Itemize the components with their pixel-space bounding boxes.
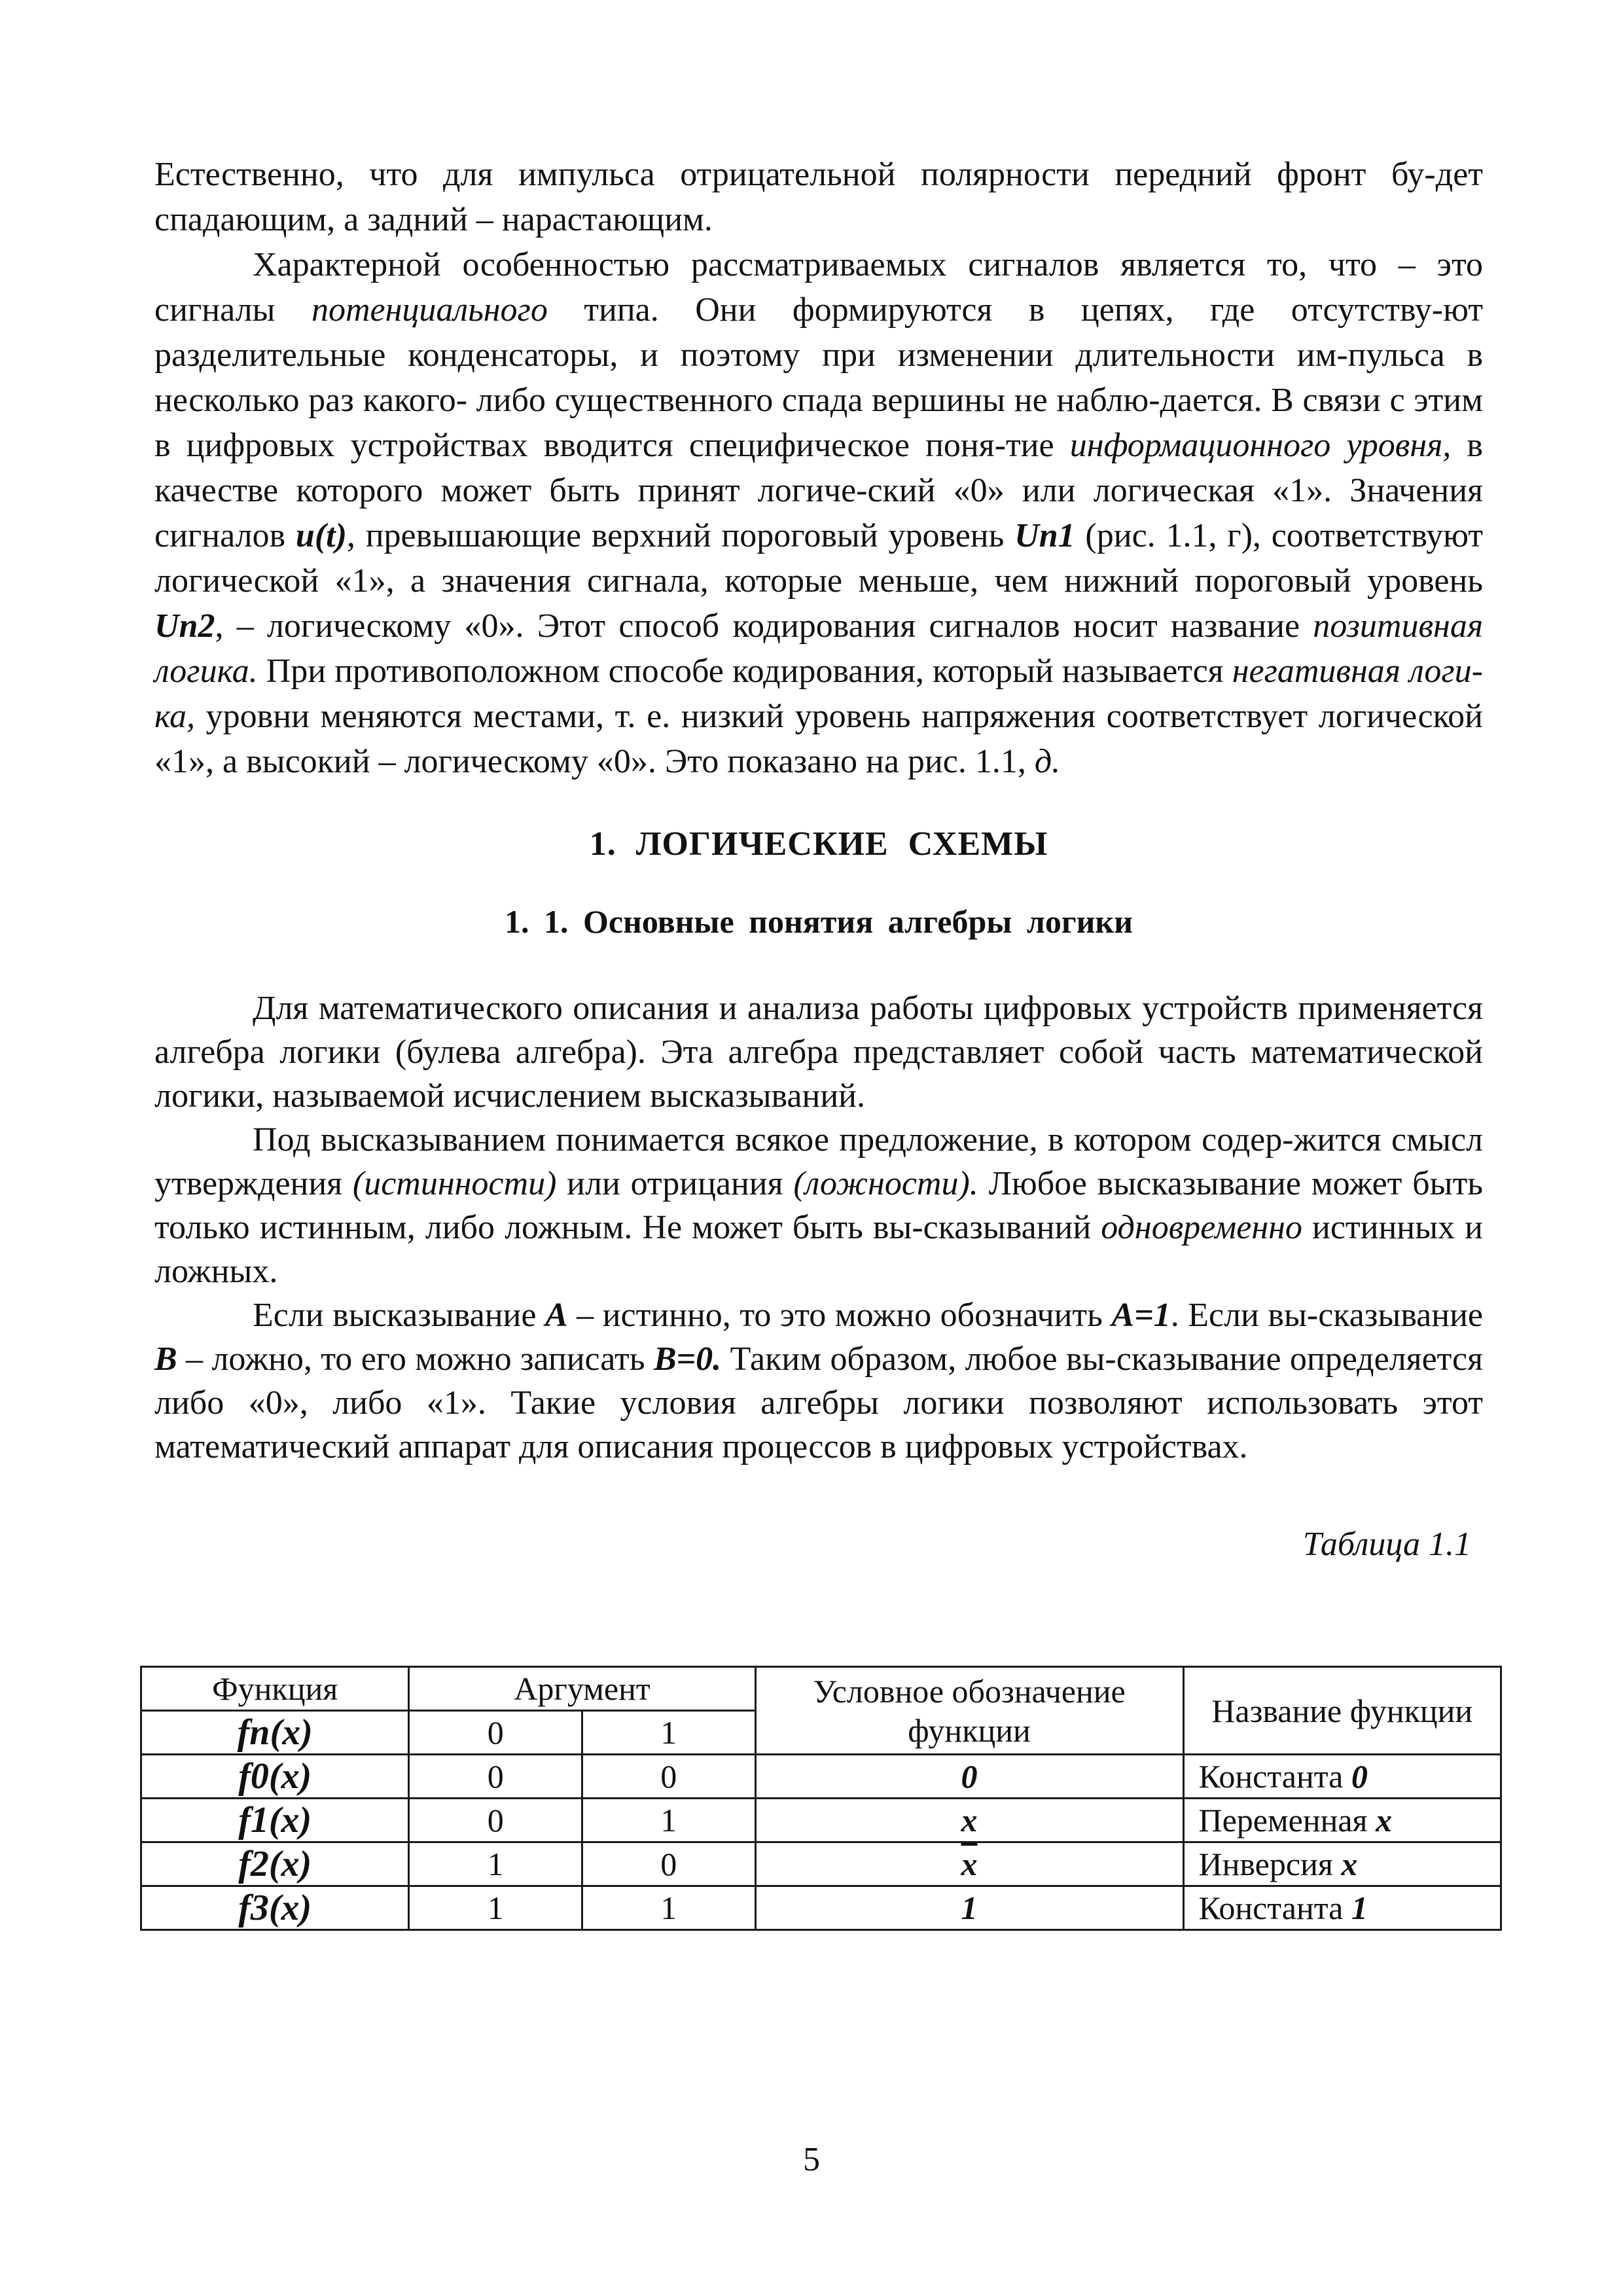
row-function: f2(x): [141, 1842, 409, 1886]
paragraph-signal-levels: Характерной особенностью рассматриваемых сигналов является то, что – это сигналы потенциального типа. Они формируются в цепях, где отсутству-ют разделительные конденсаторы, и поэтому при изменении длительности им-пульса в несколько раз какого- либо существенного спада вершины не наблю-дается. В связи с этим в цифровых устройствах вводится специфическое поня-тие информационного уровня, в качестве которого может быть принят логиче-ский «0» или логическая «1». Значения сигналов u(t), превышающие верхний пороговый уровень Uп1 (рис. 1.1, г), соответствуют логической «1», а значения сигнала, которые меньше, чем нижний пороговый уровень Uп2, – логическому «0». Этот способ кодирования сигналов носит название позитивная логика. При противоположном способе кодирования, который называется негативная логи-ка, уровни меняются местами, т. е. низкий уровень напряжения соответствует логической «1», а высокий – логическому «0». Это показано на рис. 1.1, д.: [154, 246, 1483, 780]
row-designation: $\overline{x}$: [755, 1842, 1183, 1886]
row-designation: 0: [755, 1755, 1183, 1799]
row-arg-1: 1: [582, 1799, 755, 1842]
document-body: [154, 152, 1483, 1564]
chapter-heading: 1. ЛОГИЧЕСКИЕ СХЕМЫ: [589, 825, 1048, 863]
row-arg-0: 1: [409, 1886, 582, 1930]
table-row: [141, 1755, 1501, 1799]
table-row: [141, 1799, 1501, 1842]
row-name: Константа 1: [1183, 1886, 1501, 1930]
row-function: f1(x): [141, 1799, 409, 1842]
paragraph-true-false: Если высказывание A – истинно, то это можно обозначить A=1. Если вы-сказывание B – ложно, то его можно записать B=0. Таким образом, любое вы-сказывание определяется либо «0», либо «1». Такие условия алгебры логики позволяют использовать этот математический аппарат для описания процессов в цифровых устройствах.: [154, 1297, 1483, 1465]
logic-functions-table: [140, 1666, 1502, 1931]
row-arg-0: 0: [409, 1755, 582, 1799]
row-name: Константа 0: [1183, 1755, 1501, 1799]
header-designation: Условное обозначение функции: [755, 1667, 1183, 1755]
section-heading: 1. 1. Основные понятия алгебры логики: [504, 903, 1133, 940]
table-row: [141, 1886, 1501, 1930]
row-designation: 1: [755, 1886, 1183, 1930]
header-argument: Аргумент: [409, 1667, 755, 1711]
table-row: [141, 1842, 1501, 1886]
table-caption: Таблица 1.1: [1302, 1526, 1471, 1563]
row-function: f3(x): [141, 1886, 409, 1930]
row-arg-0: 1: [409, 1842, 582, 1886]
header-function-symbol: fn(x): [141, 1711, 409, 1755]
header-name: Название функции: [1183, 1667, 1501, 1755]
row-arg-1: 1: [582, 1886, 755, 1930]
row-function: f0(x): [141, 1755, 409, 1799]
table-header-row: [141, 1667, 1501, 1711]
paragraph-boolean-algebra: Для математического описания и анализа работы цифровых устройств применяется алгебра логики (булева алгебра). Эта алгебра представляет собой часть математической логики, называемой исчислением высказываний.: [154, 990, 1483, 1115]
row-arg-0: 0: [409, 1799, 582, 1842]
paragraph-statement: Под высказыванием понимается всякое предложение, в котором содер-жится смысл утверждения (истинности) или отрицания (ложности). Любое высказывание может быть только истинным, либо ложным. Не может быть вы-сказываний одновременно истинных и ложных.: [154, 1121, 1484, 1290]
row-arg-1: 0: [582, 1755, 755, 1799]
row-name: Инверсия x: [1183, 1842, 1501, 1886]
header-function: Функция: [141, 1667, 409, 1711]
row-arg-1: 0: [582, 1842, 755, 1886]
page-number: 5: [803, 2141, 820, 2178]
row-name: Переменная x: [1183, 1799, 1501, 1842]
row-designation: x: [755, 1799, 1183, 1842]
header-arg-1: 1: [582, 1711, 755, 1755]
paragraph-intro: Естественно, что для импульса отрицательной полярности передний фронт бу-дет спадающим, а задний – нарастающим.: [154, 156, 1483, 238]
header-arg-0: 0: [409, 1711, 582, 1755]
